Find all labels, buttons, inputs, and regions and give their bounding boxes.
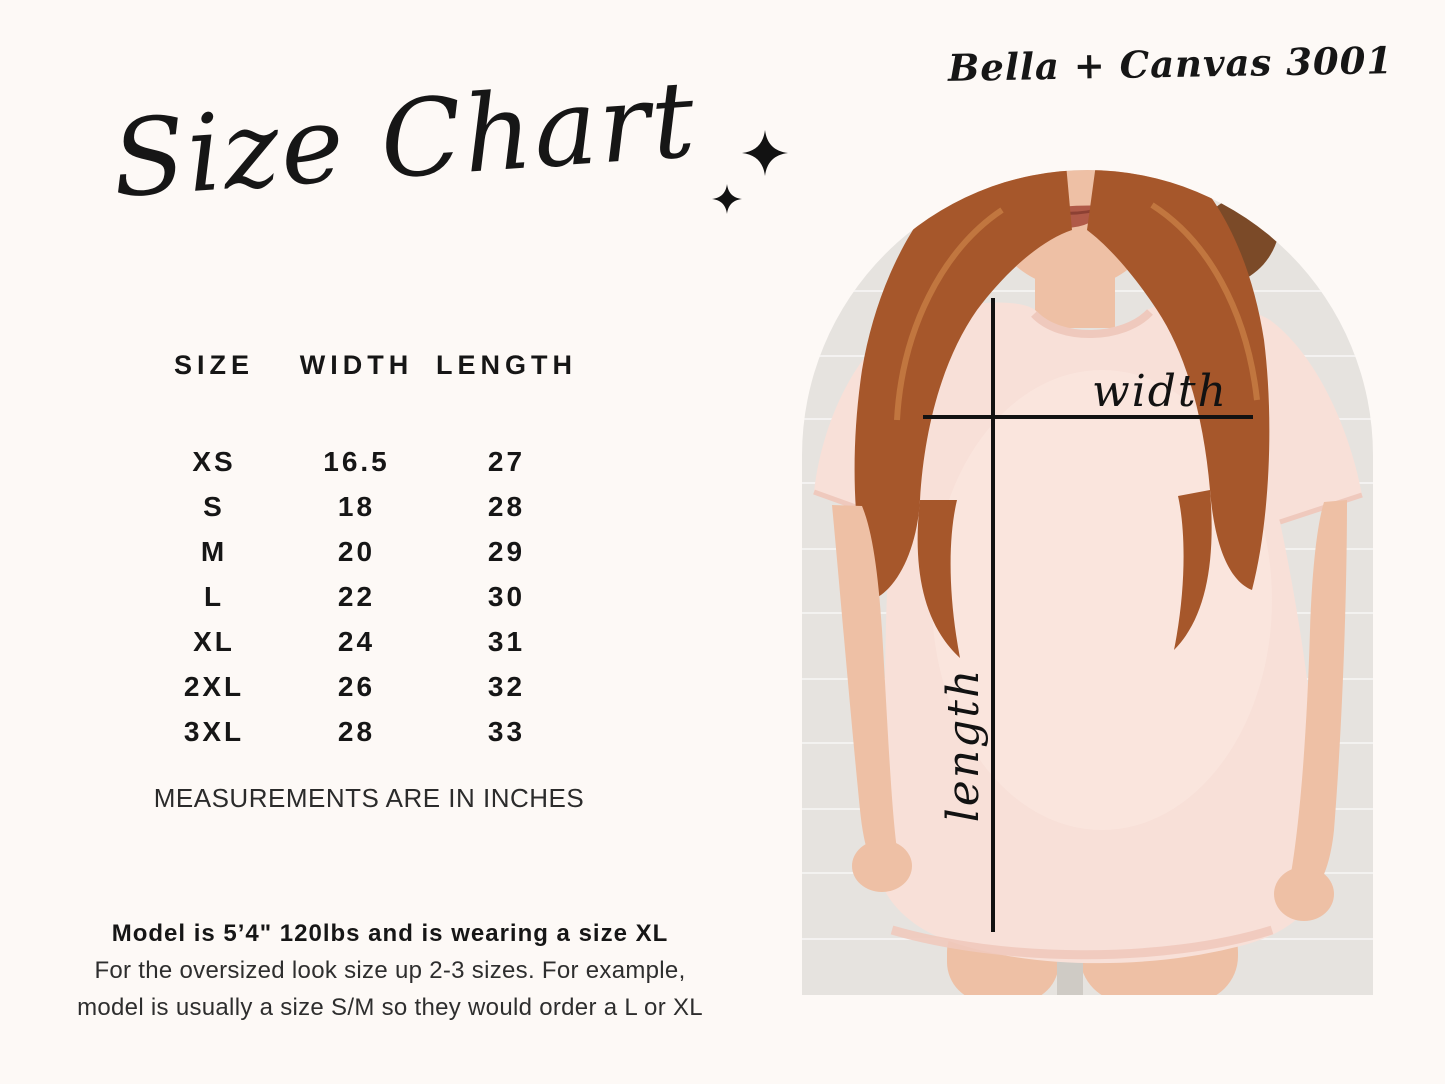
cell-length: 30 [487,580,526,612]
brand-label: Bella + Canvas 3001 [947,38,1394,90]
sparkle-icon [742,130,788,176]
cell-width: 16.5 [323,445,390,477]
measurement-note: MEASUREMENTS ARE IN INCHES [153,783,585,813]
table-row [139,709,599,754]
cell-size: S [203,490,225,522]
cell-size: M [200,535,228,567]
cell-size: XS [192,445,236,477]
table-row [139,619,599,664]
right-hand [1274,867,1334,921]
model-info-line2: For the oversized look size up 2-3 sizes. For example, [94,957,686,984]
size-table-header [139,350,599,381]
cell-width: 28 [337,715,376,747]
model-info [40,920,740,1022]
cell-size: 2XL [183,670,245,702]
left-hand [852,840,912,892]
table-row [139,484,599,529]
cell-size: XL [193,625,235,657]
header-length: LENGTH [436,350,577,380]
length-label: length [938,667,989,823]
table-row [139,574,599,619]
cell-width: 22 [337,580,376,612]
cell-size: L [203,580,225,612]
width-label: width [1092,366,1228,417]
cell-length: 28 [487,490,526,522]
size-table [139,350,599,754]
table-row [139,439,599,484]
cell-size: 3XL [183,715,245,747]
table-row [139,529,599,574]
size-table-body [139,439,599,754]
cell-length: 27 [487,445,526,477]
cell-width: 20 [337,535,376,567]
header-width: WIDTH [299,350,414,380]
cell-length: 33 [487,715,526,747]
length-line [991,298,995,932]
neck [1035,258,1115,328]
header-size: SIZE [173,350,254,380]
table-row [139,664,599,709]
model-info-line3: model is usually a size S/M so they would order a L or XL [77,994,703,1021]
model-photo-art [802,170,1373,995]
cell-length: 31 [487,625,526,657]
cell-length: 32 [487,670,526,702]
cell-width: 24 [337,625,376,657]
sparkle-icon [712,184,742,214]
cell-width: 26 [337,670,376,702]
cell-width: 18 [337,490,376,522]
page-title: Size Chart [108,57,701,222]
model-info-bold: Model is 5’4" 120lbs and is wearing a size XL [111,920,669,947]
cell-length: 29 [487,535,526,567]
model-photo [802,170,1373,995]
